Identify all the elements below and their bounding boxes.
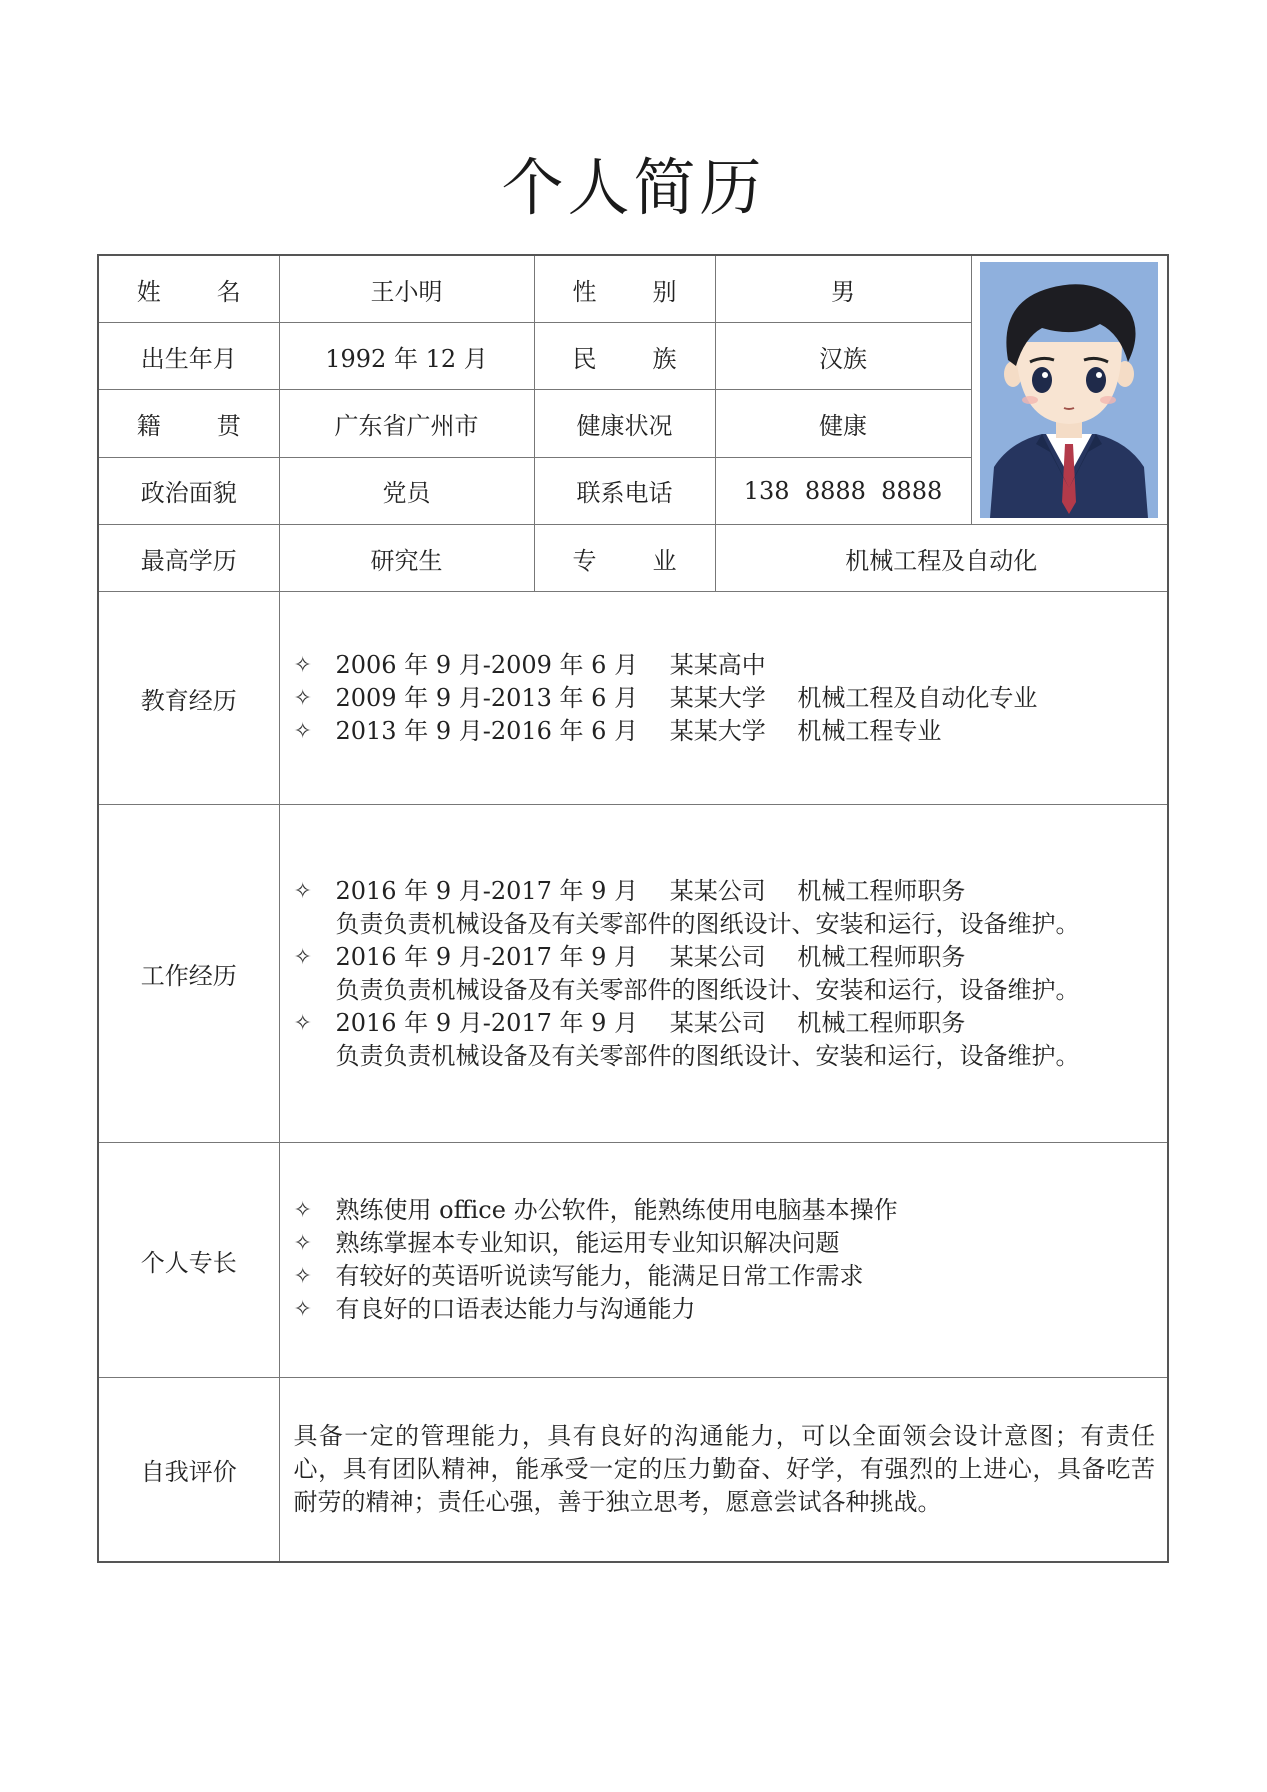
skill-item-text: 有良好的口语表达能力与沟通能力 xyxy=(335,1295,696,1323)
skills-label: 个人专长 xyxy=(98,1143,279,1378)
bullet-star-icon: ✧ xyxy=(293,685,312,711)
health-label: 健康状况 xyxy=(534,390,715,457)
resume-table xyxy=(97,254,1169,1563)
education-content xyxy=(279,592,1168,805)
bullet-star-icon: ✧ xyxy=(293,652,312,678)
row-degree-major xyxy=(98,525,1168,592)
birth-label: 出生年月 xyxy=(98,323,279,390)
skill-item xyxy=(294,1194,1168,1227)
bullet-star-icon: ✧ xyxy=(293,1010,312,1036)
row-work xyxy=(98,805,1168,1143)
ethnicity-label: 民 族 xyxy=(534,323,715,390)
work-description-text: 负责负责机械设备及有关零部件的图纸设计、安装和运行，设备维护。 xyxy=(335,975,1080,1004)
skills-list xyxy=(280,1194,1168,1326)
skills-content xyxy=(279,1143,1168,1378)
bullet-star-icon: ✧ xyxy=(293,1231,312,1256)
bullet-star-icon: ✧ xyxy=(293,944,312,970)
ethnicity-value: 汉族 xyxy=(715,323,971,390)
skill-item xyxy=(294,1227,1168,1260)
work-list xyxy=(280,875,1168,1073)
work-item xyxy=(294,941,1168,974)
skill-item-text: 有较好的英语听说读写能力，能满足日常工作需求 xyxy=(335,1262,864,1290)
skill-item-text: 熟练掌握本专业知识，能运用专业知识解决问题 xyxy=(335,1229,840,1257)
name-label: 姓 名 xyxy=(98,255,279,323)
work-item xyxy=(294,1007,1168,1040)
row-name-gender xyxy=(98,255,1168,323)
bullet-star-icon: ✧ xyxy=(293,718,312,744)
origin-value: 广东省广州市 xyxy=(279,390,534,457)
phone-value: 138 8888 8888 xyxy=(715,457,971,524)
work-item xyxy=(294,875,1168,908)
avatar xyxy=(980,262,1158,518)
work-item-description xyxy=(294,1040,1168,1073)
gender-label: 性 别 xyxy=(534,255,715,323)
degree-label: 最高学历 xyxy=(98,525,279,592)
work-item-text: 2016 年 9 月-2017 年 9 月 某某公司 机械工程师职务 xyxy=(335,1008,966,1037)
cartoon-man-avatar-icon xyxy=(980,262,1158,518)
health-value: 健康 xyxy=(715,390,971,457)
row-skills xyxy=(98,1143,1168,1378)
bullet-star-icon: ✧ xyxy=(293,1297,312,1322)
politics-label: 政治面貌 xyxy=(98,457,279,524)
education-item-text: 2006 年 9 月-2009 年 6 月 某某高中 xyxy=(335,650,766,679)
page-title: 个人简历 xyxy=(501,151,766,224)
major-value: 机械工程及自动化 xyxy=(715,525,1168,592)
photo-cell xyxy=(971,255,1168,525)
work-item-text: 2016 年 9 月-2017 年 9 月 某某公司 机械工程师职务 xyxy=(335,942,966,971)
work-description-text: 负责负责机械设备及有关零部件的图纸设计、安装和运行，设备维护。 xyxy=(335,909,1080,938)
bullet-star-icon: ✧ xyxy=(293,1198,312,1223)
row-education xyxy=(98,592,1168,805)
self-eval-text: 具备一定的管理能力，具有良好的沟通能力，可以全面领会设计意图；有责任心，具有团队精神，能承受一定的压力勤奋、好学，有强烈的上进心，具备吃苦耐劳的精神；责任心强，善于独立思考，愿意尝试各种挑战。 xyxy=(279,1378,1168,1563)
politics-value: 党员 xyxy=(279,457,534,524)
origin-label: 籍 贯 xyxy=(98,390,279,457)
skill-item xyxy=(294,1293,1168,1326)
self-eval-label: 自我评价 xyxy=(98,1378,279,1563)
bullet-star-icon: ✧ xyxy=(293,1264,312,1289)
education-item xyxy=(294,715,1168,748)
work-item-text: 2016 年 9 月-2017 年 9 月 某某公司 机械工程师职务 xyxy=(335,876,966,905)
education-item-text: 2013 年 9 月-2016 年 6 月 某某大学 机械工程专业 xyxy=(335,716,942,745)
education-item xyxy=(294,649,1168,682)
gender-value: 男 xyxy=(715,255,971,323)
work-item-description xyxy=(294,908,1168,941)
degree-value: 研究生 xyxy=(279,525,534,592)
major-label: 专 业 xyxy=(534,525,715,592)
birth-value: 1992 年 12 月 xyxy=(279,323,534,390)
education-item-text: 2009 年 9 月-2013 年 6 月 某某大学 机械工程及自动化专业 xyxy=(335,683,1038,712)
work-content xyxy=(279,805,1168,1143)
skill-item xyxy=(294,1260,1168,1293)
work-label: 工作经历 xyxy=(98,805,279,1143)
education-list xyxy=(280,649,1168,748)
name-value: 王小明 xyxy=(279,255,534,323)
education-item xyxy=(294,682,1168,715)
skill-item-text: 熟练使用 office 办公软件，能熟练使用电脑基本操作 xyxy=(335,1196,898,1224)
bullet-star-icon: ✧ xyxy=(293,878,312,904)
row-self-eval xyxy=(98,1378,1168,1563)
work-item-description xyxy=(294,974,1168,1007)
work-description-text: 负责负责机械设备及有关零部件的图纸设计、安装和运行，设备维护。 xyxy=(335,1041,1080,1070)
phone-label: 联系电话 xyxy=(534,457,715,524)
education-label: 教育经历 xyxy=(98,592,279,805)
